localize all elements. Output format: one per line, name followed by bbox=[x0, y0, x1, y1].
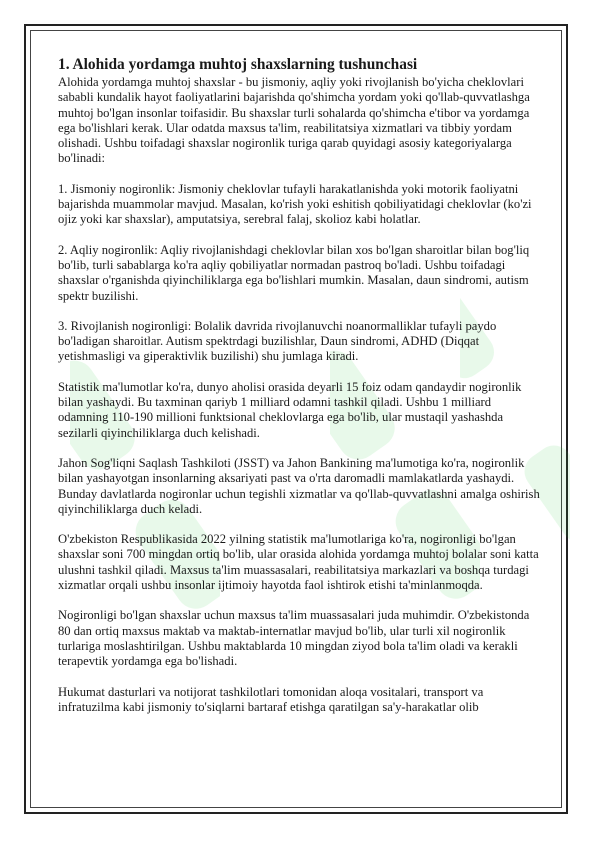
paragraph-special-schools: Nogironligi bo'lgan shaxslar uchun maxsus ta'lim muassasalari juda muhimdir. O'zbekistonda 80 dan ortiq maxsus maktab va maktab-internatlar mavjud bo'lib, ular turli xil nogironlik turlariga moslashtirilgan. Ushbu maktablarda 10 mingdan ziyod bola ta'lim oladi va kerakli terapevtik yordamga ega bo'lishadi. bbox=[58, 608, 530, 669]
paragraph-who-worldbank: Jahon Sog'liqni Saqlash Tashkiloti (JSST) va Jahon Bankining ma'lumotiga ko'ra, nogironlik bilan yashayotgan insonlarning aksariyati past va o'rta daromadli mamlakatlarda yashaydi. Bunday davlatlarda nogironlar uchun tegishli xizmatlar va qo'llab-quvvatlashni amalga oshirish qiyinchiliklarga duch keladi. bbox=[58, 455, 540, 516]
paragraph-government-programs: Hukumat dasturlari va notijorat tashkilotlari tomonidan aloqa vositalari, transport va infratuzilma kabi jismoniy to'siqlarni bartaraf etishga qaratilgan sa'y-harakatlar olib bbox=[58, 684, 484, 714]
paragraph-intellectual-disability: 2. Aqliy nogironlik: Aqliy rivojlanishdagi cheklovlar bilan xos bo'lgan sharoitlar bilan bog'liq bo'lib, turli sabablarga ko'ra aqliy qobiliyatlar normadan pastroq bo'ladi. Ushbu toifadagi shaxslar o'rganishda qiyinchiliklarga ega bo'lishlari mumkin. Masalan, daun sindromi, autism spektr buzilishi. bbox=[58, 242, 530, 303]
document-title: 1. Alohida yordamga muhtoj shaxslarning tushunchasi bbox=[58, 56, 418, 73]
paragraph-uzbekistan-statistics: O'zbekiston Respublikasida 2022 yilning statistik ma'lumotlariga ko'ra, nogironligi bo'lgan shaxslar soni 700 mingdan ortiq bo'lib, ular orasida alohida yordamga muhtoj bolalar soni katta ulushni tashkil qiladi. Maxsus ta'lim muassasalari, reabilitatsiya markazlari va boshqa turdagi xizmatlar orqali ushbu insonlar ijtimoiy hayotda faol ishtirok etishi ta'minlanmoqda. bbox=[58, 532, 539, 593]
paragraph-world-statistics: Statistik ma'lumotlar ko'ra, dunyo aholisi orasida deyarli 15 foiz odam qandaydir nogironlik bilan yashaydi. Bu taxminan qariyb 1 milliard odamni tashkil qiladi. Ushbu 1 milliard odamning 110-190 millioni funktsional cheklovlarga ega bo'lib, ular mustaqil yashashda sezilarli qiyinchiliklarga duch kelishadi. bbox=[58, 379, 522, 440]
paragraph-developmental-disability: 3. Rivojlanish nogironligi: Bolalik davrida rivojlanuvchi noanormalliklar tufayli paydo bo'ladigan sharoitlar. Autism spektrdagi buzilishlar, Daun sindromi, ADHD (Diqqat yetishmasligi va giperaktivlik buzilishi) shu jumlaga kiradi. bbox=[58, 318, 497, 364]
document-body bbox=[58, 56, 544, 715]
paragraph-intro: Alohida yordamga muhtoj shaxslar - bu jismoniy, aqliy yoki rivojlanish bo'yicha cheklovlari sababli kundalik hayot faoliyatlarini bajarishda qo'shimcha yordam yoki qo'llab-quvvatlashga muhtoj bo'lgan insonlar toifasidir. Bu shaxslar turli sohalarda qo'shimcha e'tibor va yordamga ega bo'lishlari kerak. Ular odatda maxsus ta'lim, reabilitatsiya xizmatlari va tibbiy yordam olishadi. Ushbu toifadagi shaxslar nogironlik turiga qarab quyidagi asosiy kategoriyalarga bo'linadi: bbox=[58, 75, 530, 166]
paragraph-physical-disability: 1. Jismoniy nogironlik: Jismoniy cheklovlar tufayli harakatlanishda yoki motorik faoliyatni bajarishda muammolar mavjud. Masalan, ko'rish yoki eshitish qobiliyatidagi cheklovlar (ko'zi ojiz yoki kar shaxslar), amputatsiya, serebral falaj, skolioz kabi holatlar. bbox=[58, 181, 532, 227]
